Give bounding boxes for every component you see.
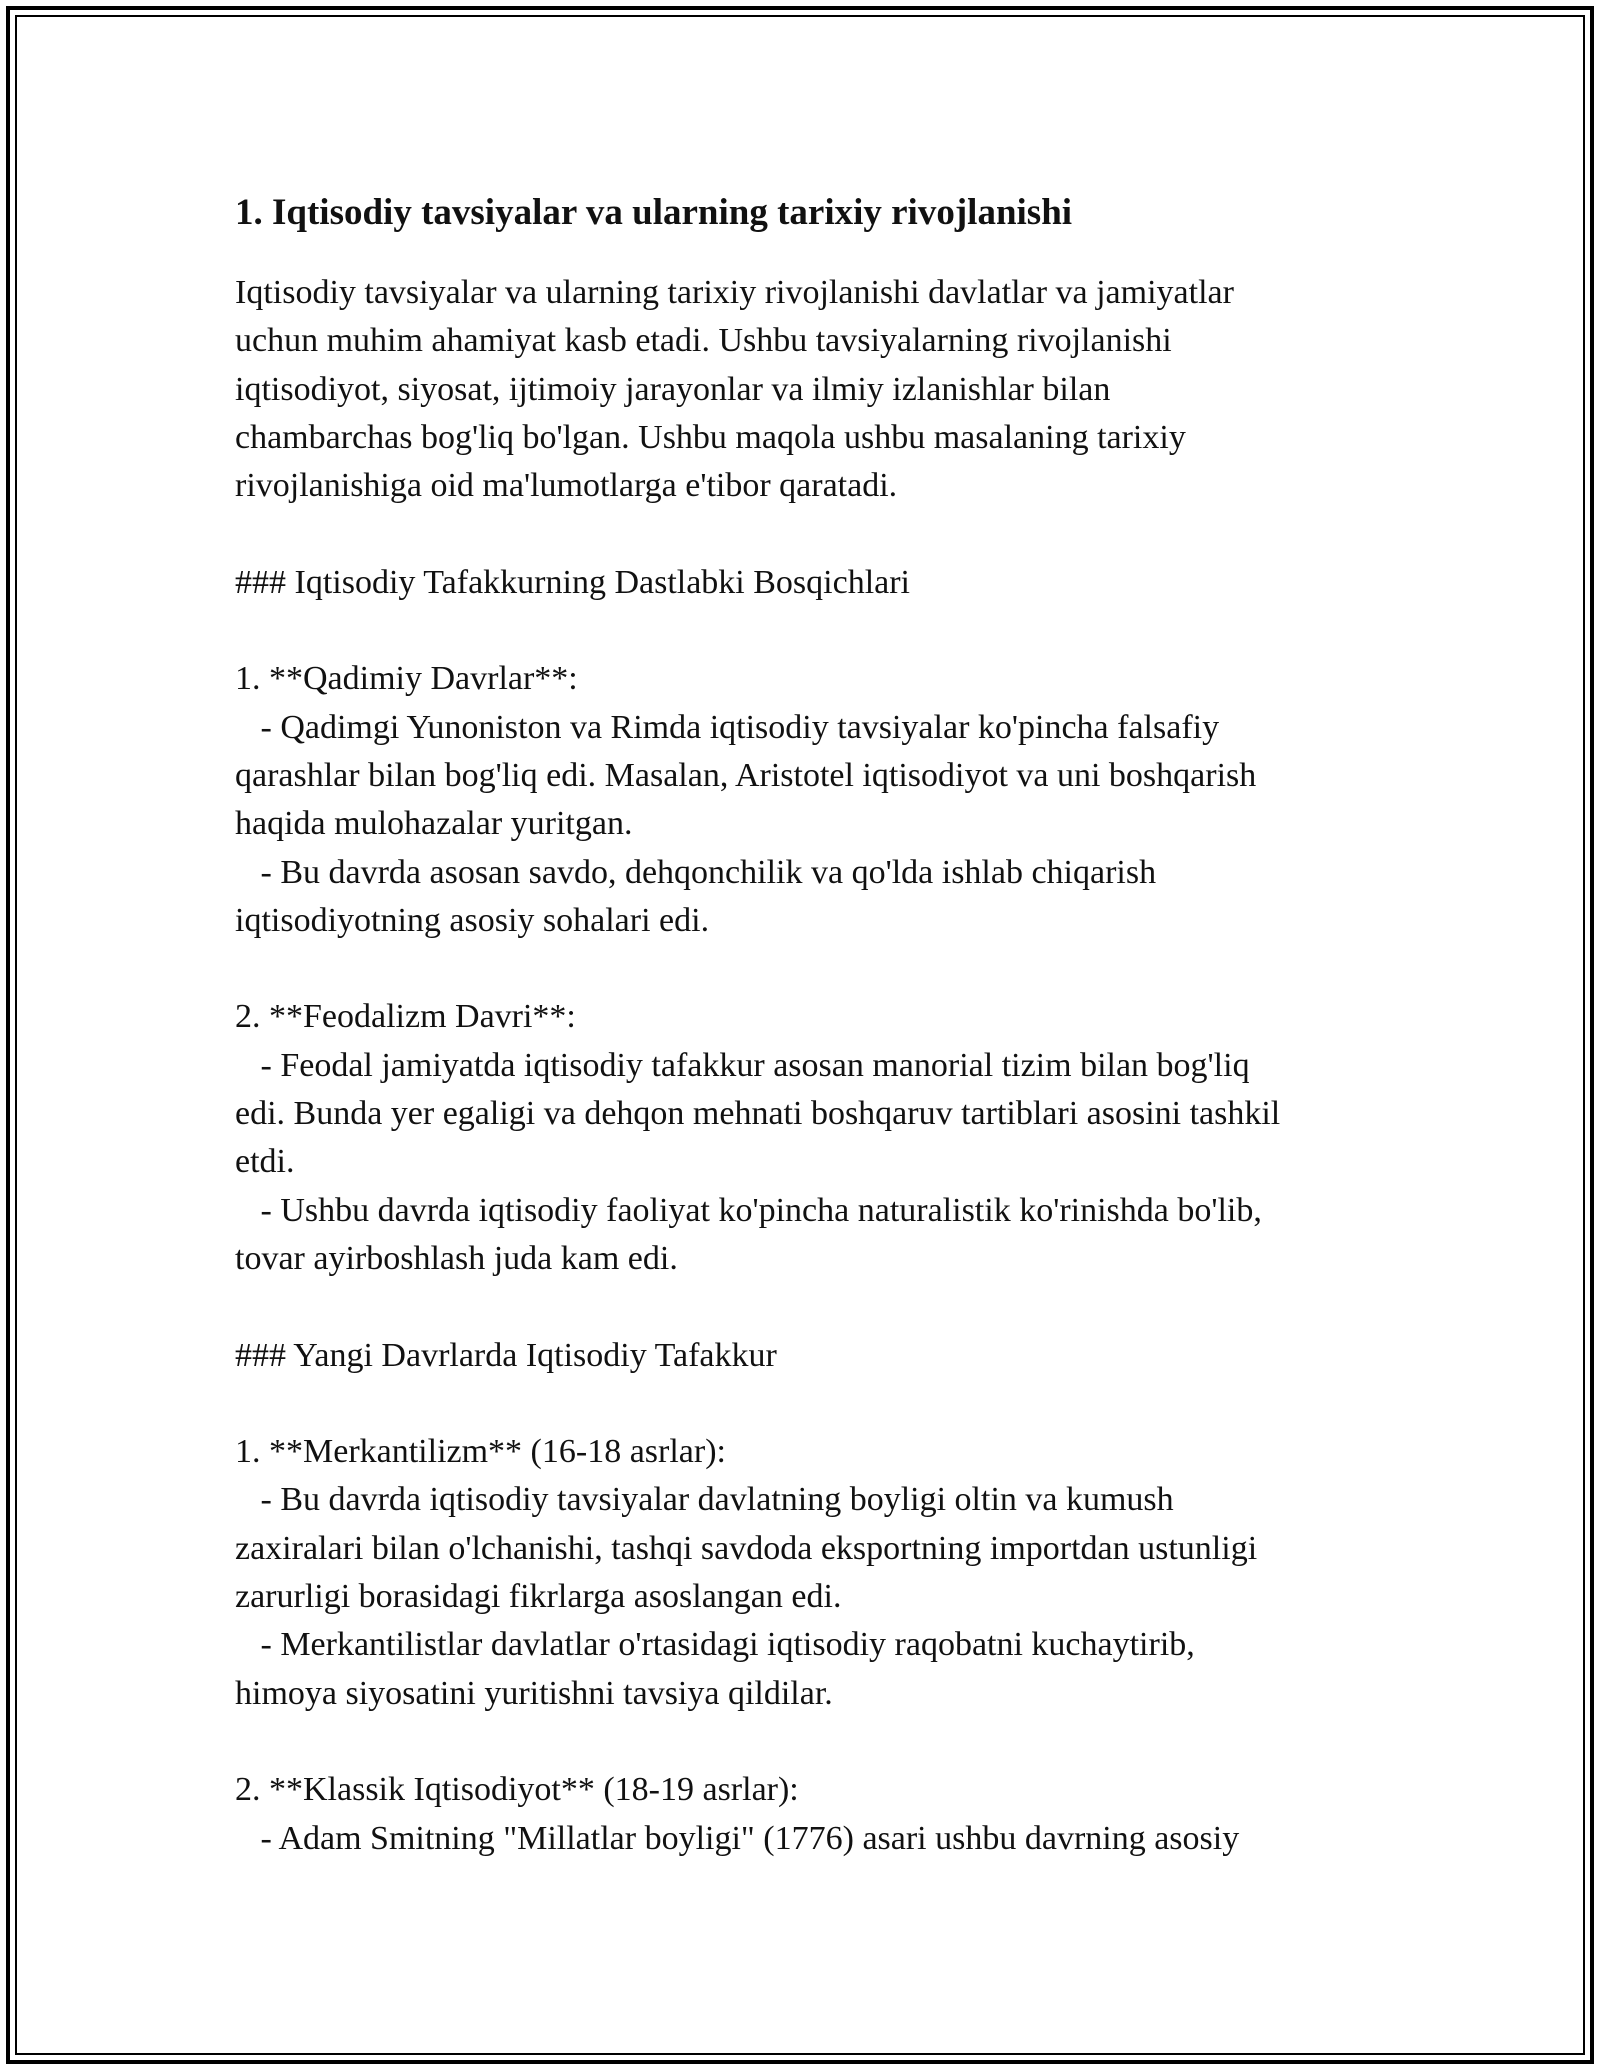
intro-paragraph: Iqtisodiy tavsiyalar va ularning tarixiy rivojlanishi davlatlar va jamiyatlar uchun muhim ahamiyat kasb etadi. Ushbu tavsiyalarning rivojlanishi iqtisodiyot, siyosat, ijtimoiy jarayonlar va ilmiy izlanishlar bilan chambarchas bog'liq bo'lgan. Ushbu maqola ushbu masalaning tarixiy rivojlanishiga oid ma'lumotlarga e'tibor qaratadi. [235,274,1234,505]
spacer [235,510,1385,558]
list-item-classical-economics: 2. **Klassik Iqtisodiyot** (18-19 asrlar): - Adam Smitning "Millatlar boyligi" (1776) asari ushbu davrning asosiy [235,1771,1240,1857]
spacer [235,945,1385,993]
list-item-feudalism: 2. **Feodalizm Davri**: - Feodal jamiyatda iqtisodiy tafakkur asosan manorial tizim bilan bog'liq edi. Bunda yer egaligi va dehqon mehnati boshqaruv tartiblari asosini tashkil etdi. - Ushbu davrda iqtisodiy faoliyat ko'pincha naturalistik ko'rinishda bo'lib, tovar ayirboshlash juda kam edi. [235,998,1281,1277]
document-body [235,185,1385,1863]
spacer [235,607,1385,655]
spacer [235,1283,1385,1331]
document-title: 1. Iqtisodiy tavsiyalar va ularning tarixiy rivojlanishi [235,192,1073,233]
list-item-mercantilism: 1. **Merkantilizm** (16-18 asrlar): - Bu davrda iqtisodiy tavsiyalar davlatning boyligi oltin va kumush zaxiralari bilan o'lchanishi, tashqi savdoda eksportning importdan ustunligi zarurligi borasidagi fikrlarga asoslangan edi. - Merkantilistlar davlatlar o'rtasidagi iqtisodiy raqobatni kuchaytirib, himoya siyosatini yuritishni tavsiya qildilar. [235,1433,1258,1712]
list-item-ancient-periods: 1. **Qadimiy Davrlar**: - Qadimgi Yunoniston va Rimda iqtisodiy tavsiyalar ko'pincha falsafiy qarashlar bilan bog'liq edi. Masalan, Aristotel iqtisodiyot va uni boshqarish haqida mulohazalar yuritgan. - Bu davrda asosan savdo, dehqonchilik va qo'lda ishlab chiqarish iqtisodiyotning asosiy sohalari edi. [235,660,1257,939]
spacer [235,1380,1385,1428]
spacer [235,1718,1385,1766]
section-heading-early-stages: ### Iqtisodiy Tafakkurning Dastlabki Bosqichlari [235,563,911,601]
section-heading-new-periods: ### Yangi Davrlarda Iqtisodiy Tafakkur [235,1336,777,1374]
